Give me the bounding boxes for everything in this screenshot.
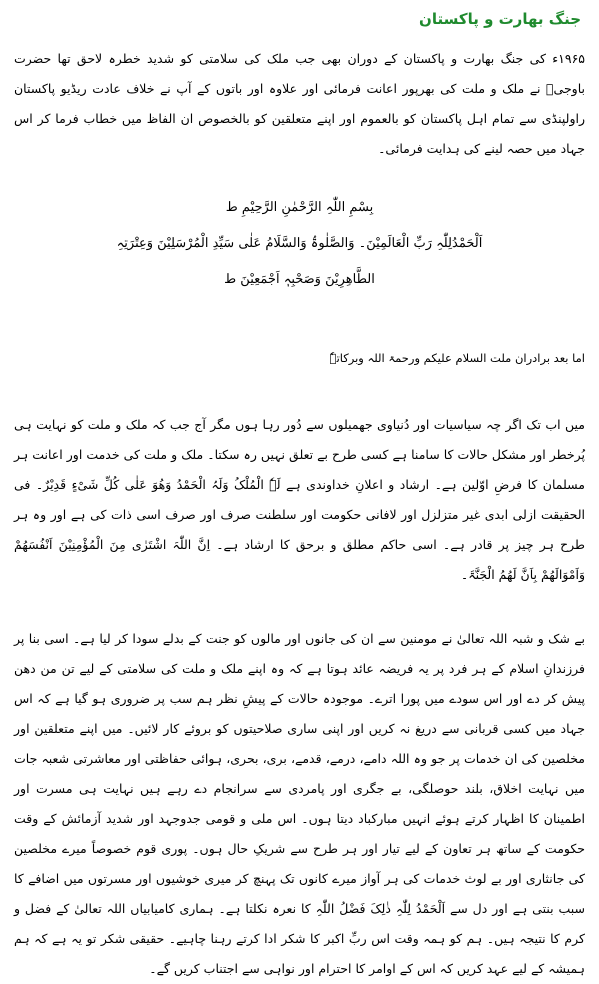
bismillah-line: بِسْمِ اللّٰہِ الرَّحْمٰنِ الرَّحِیْمِ ط [225, 200, 374, 215]
body-paragraph-2: بے شک و شبہ اللہ تعالیٰ نے مومنین سے ان کی جانوں اور مالوں کو جنت کے بدلے سودا کر لیا ہے۔ اسی بنا پر فرزندانِ اسلام کے ہر فرد پر یہ فریضہ عائد ہوتا ہے کہ وہ اپنے ملک و ملت کی سلامتی کے لیے تن من دھن پیش کر دے اور اس سودے میں پورا اترے۔ موجودہ حالات کے پیشِ نظر ہم سب پر ضروری ہو گیا ہے کہ اس جہاد میں کسی قربانی سے دریغ نہ کریں اور اپنی ساری صلاحیتوں کو بروئے کار لائیں۔ میں اپنے متعلقین اور مخلصین کی ان خدمات پر جو وہ اللہ دامے، درمے، قدمے، بری، بحری، ہوائی حفاظتی اور معاشرتی شعبہ جات میں نہایت اخلاق، بلند حوصلگی، بے جگری اور پامردی سے سرانجام دے رہے ہیں نہایت ہی مسرت اور اطمینان کا اظہار کرتے ہوئے انہیں مبارکباد دیتا ہوں۔ اس ملی و قومی جدوجہد اور شدید آزمائش کے وقت حکومت کے ساتھ ہر تعاون کے لیے تیار اور ہر طرح سے شریکِ حال ہوں۔ پوری قوم خصوصاً میرے مخلصین کی جانثاری اور بے لوث خدمات کی ہر آواز میرے کانوں تک پہنچ کر میری خوشیوں اور مسرتوں میں اضافے کا سبب بنتی ہے اور دل سے اَلْحَمْدُ لِلّٰہِ ذٰلِکَ فَضْلُ اللّٰہِ کا نعرہ نکلتا ہے۔ ہماری کامیابیاں اللہ تعالیٰ کے فضل و کرم کا نتیجہ ہیں۔ ہم کو ہمہ وقت اس ربِّ اکبر کا شکر ادا کرتے رہنا چاہیے۔ حقیقی شکر تو یہ ہے کہ ہم ہمیشہ کے لیے عہد کریں کہ اس کے اوامر کا احترام اور نواہی سے اجتناب کریں گے۔ [14, 631, 585, 976]
document-heading: جنگ بھارت و پاکستان [419, 10, 581, 28]
salutation-line: الطَّاھِرِیْنَ وَصَحْبِہٖ اَجْمَعِیْنَ ط [224, 272, 375, 287]
hamd-line: اَلْحَمْدُلِلّٰہِ رَبِّ الْعَالَمِیْنَ۔ وَالصَّلٰوۃُ وَالسَّلَامُ عَلٰی سَیِّدِ الْمُرْسَلِیْنَ وَعِتْرَتِہِ [116, 236, 483, 251]
greeting-line: اما بعد برادران ملت السلام علیکم ورحمۃ اللہ وبرکاتہٗ [329, 351, 585, 365]
body-paragraph-1: میں اب تک اگر چہ سیاسیات اور دُنیاوی جھمیلوں سے دُور رہا ہوں مگر آج جب کہ ملک و ملت کو نہایت ہی پُرخطر اور مشکل حالات کا سامنا ہے کسی طرح بے تعلق نہیں رہ سکتا۔ ملک و ملت کی خدمت اور اعانت ہر مسلمان کا فرضِ اوّلین ہے۔ ارشاد و اعلانِ خداوندی ہے لَہٗ الْمُلْکُ وَلَہُ الْحَمْدُ وَھُوَ عَلٰی کُلِّ شَیْءٍ قَدِیْرٌ۔ فی الحقیقت ازلی ابدی غیر متزلزل اور لافانی حکومت اور سلطنت صرف اور صرف اسی ذات کی ہے اور وہ ہر طرح ہر چیز پر قادر ہے۔ اسی حاکم مطلق و برحق کا ارشاد ہے۔ اِنَّ اللّٰہَ اشْتَرٰی مِنَ الْمُؤْمِنِیْنَ اَنْفُسَھُمْ وَاَمْوَالَھُمْ بِاَنَّ لَھُمُ الْجَنَّۃَ۔ [14, 417, 585, 582]
bismillah-block [14, 190, 585, 298]
intro-paragraph: ۱۹۶۵ء کی جنگ بھارت و پاکستان کے دوران بھی جب ملک کی سلامتی کو شدید خطرہ لاحق تھا حضرت باوجیؒ نے ملک و ملت کی بھرپور اعانت فرمائی اور علاوہ اور باتوں کے آپ نے خلاف عادت ریڈیو پاکستان راولپنڈی سے تمام اہل پاکستان کو بالعموم اور اپنے متعلقین کو بالخصوص ان الفاظ میں خطاب فرما کر اس جہاد میں حصہ لینے کی ہدایت فرمائی۔ [14, 51, 585, 156]
